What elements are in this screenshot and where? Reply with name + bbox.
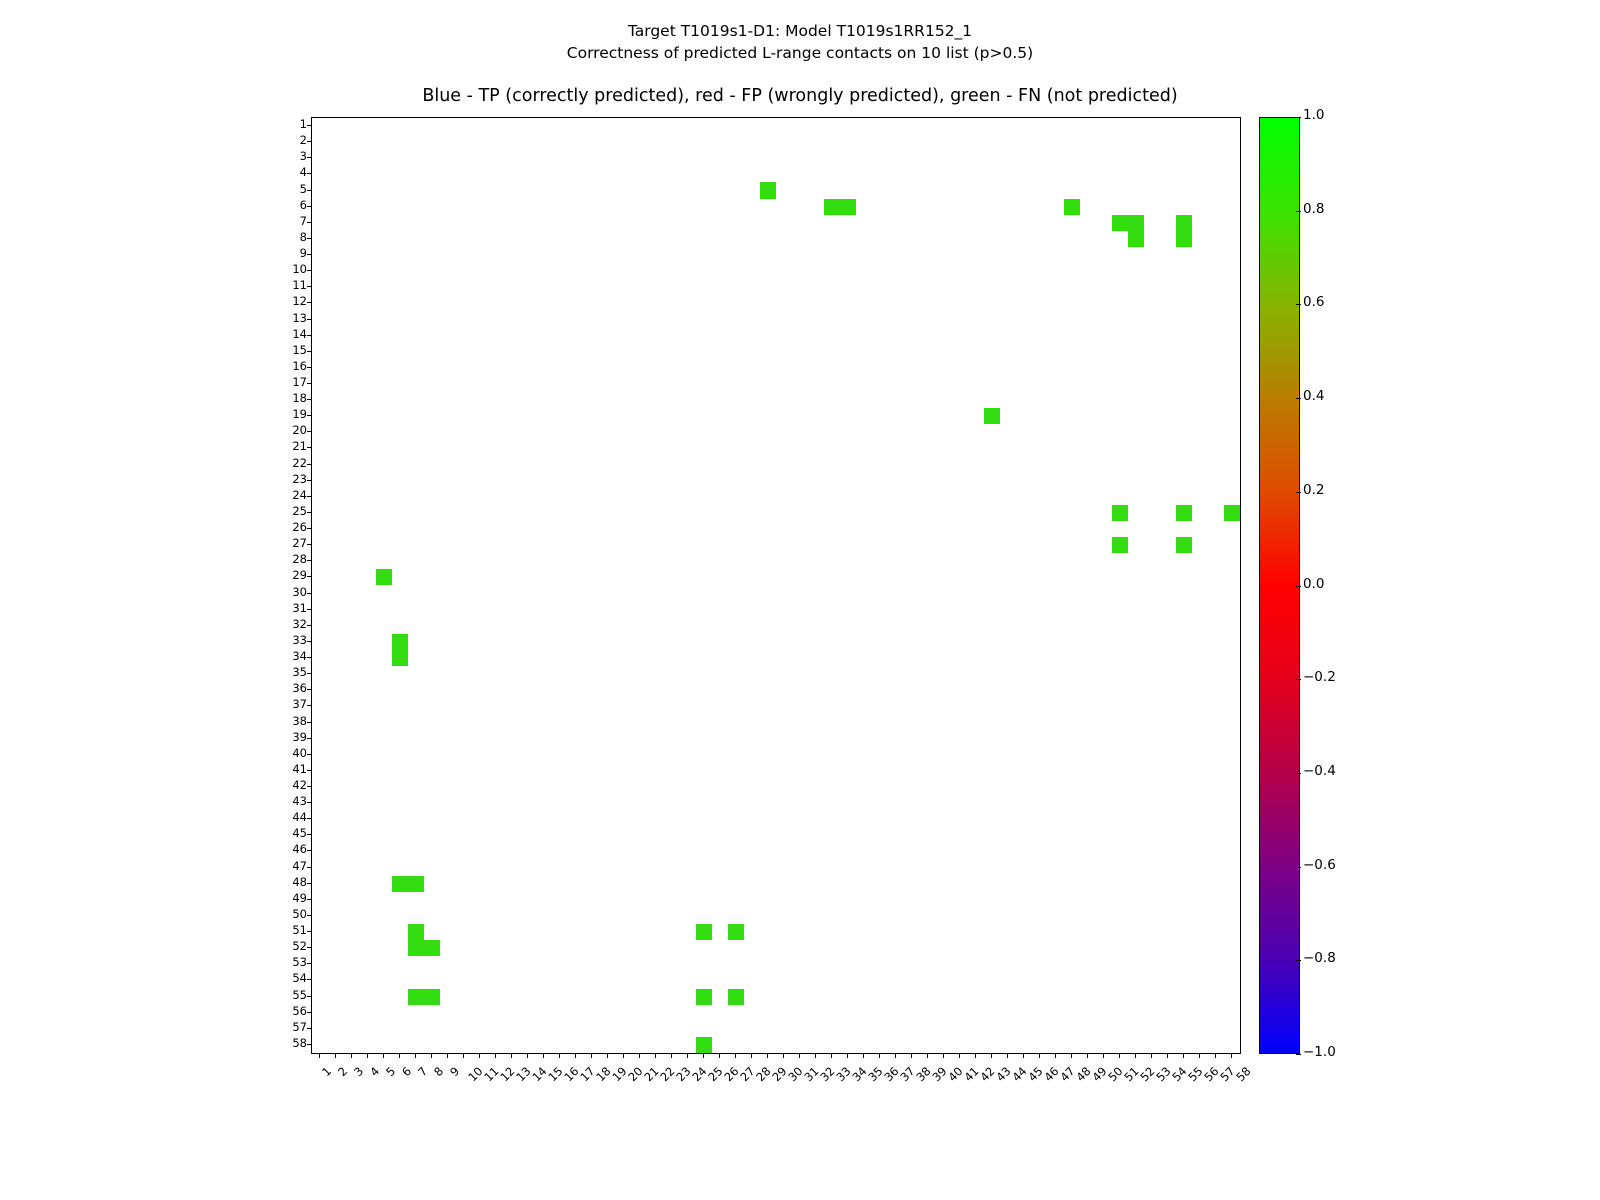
y-axis-tick-label: 7	[299, 213, 307, 228]
x-axis-tick-label: 35	[865, 1064, 886, 1085]
y-axis-tick-label: 9	[299, 246, 307, 261]
x-axis-tick-label: 29	[769, 1064, 790, 1085]
x-axis-tick-label: 17	[577, 1064, 598, 1085]
colorbar-tick-label: −0.2	[1303, 669, 1336, 686]
x-axis-tick-mark	[831, 1054, 832, 1058]
colorbar	[1259, 117, 1300, 1054]
contact-cell	[376, 569, 392, 585]
x-axis-tick-label: 58	[1233, 1064, 1254, 1085]
contact-cell	[1176, 231, 1192, 247]
x-axis-tick-mark	[319, 1054, 320, 1058]
colorbar-tick-mark	[1296, 773, 1301, 774]
x-axis-tick-mark	[703, 1054, 704, 1058]
page-subtitle: Correctness of predicted L-range contacts on 10 list (p>0.5)	[566, 44, 1034, 62]
x-axis-tick-label: 8	[431, 1064, 447, 1080]
y-axis-tick-label: 6	[299, 197, 307, 212]
y-axis-tick-label: 58	[292, 1035, 307, 1050]
x-axis-tick-label: 28	[753, 1064, 774, 1085]
x-axis-tick-label: 39	[929, 1064, 950, 1085]
x-axis-tick-label: 36	[881, 1064, 902, 1085]
contact-cell	[1112, 537, 1128, 553]
contact-cell	[1128, 215, 1144, 231]
y-axis-tick-label: 25	[292, 503, 307, 518]
contact-cell	[1224, 505, 1240, 521]
x-axis-tick-mark	[463, 1054, 464, 1058]
x-axis-tick-mark	[623, 1054, 624, 1058]
contact-cell	[1176, 215, 1192, 231]
colorbar-tick-label: 0.2	[1303, 481, 1325, 498]
contact-cell	[728, 989, 744, 1005]
contact-cell	[696, 989, 712, 1005]
y-axis-tick-label: 27	[292, 536, 307, 551]
y-axis-tick-label: 46	[292, 842, 307, 857]
x-axis-tick-label: 12	[497, 1064, 518, 1085]
contact-cell	[1176, 505, 1192, 521]
contact-cell	[1128, 231, 1144, 247]
x-axis-tick-mark	[895, 1054, 896, 1058]
x-axis-tick-mark	[1215, 1054, 1216, 1058]
x-axis-tick-mark	[399, 1054, 400, 1058]
y-axis-tick-label: 48	[292, 874, 307, 889]
x-axis-tick-label: 27	[737, 1064, 758, 1085]
x-axis-tick-label: 20	[625, 1064, 646, 1085]
y-axis-tick-label: 42	[292, 778, 307, 792]
x-axis-tick-mark	[447, 1054, 448, 1058]
contact-cell	[392, 876, 408, 892]
y-axis-tick-label: 49	[292, 890, 307, 905]
x-axis-tick-label: 15	[545, 1064, 566, 1085]
x-axis-tick-mark	[671, 1054, 672, 1058]
x-axis-tick-mark	[927, 1054, 928, 1058]
x-axis-tick-mark	[383, 1054, 384, 1058]
x-axis-tick-mark	[511, 1054, 512, 1058]
y-axis-tick-label: 17	[292, 374, 307, 389]
y-axis-tick-label: 31	[292, 600, 307, 615]
y-axis-tick-label: 51	[292, 923, 307, 938]
x-axis-tick-mark	[479, 1054, 480, 1058]
y-axis-tick-label: 13	[292, 310, 307, 325]
x-axis-tick-mark	[415, 1054, 416, 1058]
y-axis-tick-label: 32	[292, 616, 307, 631]
x-axis-tick-label: 2	[335, 1064, 351, 1080]
x-axis-tick-label: 16	[561, 1064, 582, 1085]
contact-cell	[408, 876, 424, 892]
x-axis-tick-mark	[335, 1054, 336, 1058]
colorbar-tick-label: 0.4	[1303, 388, 1325, 405]
x-axis-tick-label: 47	[1057, 1064, 1078, 1085]
y-axis-tick-label: 21	[292, 439, 307, 454]
y-axis-tick-label: 53	[292, 955, 307, 970]
x-axis-tick-label: 40	[945, 1064, 966, 1085]
x-axis-tick-mark	[1071, 1054, 1072, 1058]
contact-cell	[1064, 199, 1080, 215]
x-axis-tick-label: 1	[319, 1064, 335, 1080]
x-axis-tick-label: 54	[1169, 1064, 1190, 1085]
y-axis-tick-label: 54	[292, 971, 307, 986]
colorbar-tick-mark	[1296, 117, 1301, 118]
x-axis-tick-mark	[735, 1054, 736, 1058]
x-axis-tick-mark	[719, 1054, 720, 1058]
colorbar-tick-label: −0.8	[1303, 950, 1336, 967]
x-axis-tick-mark	[975, 1054, 976, 1058]
y-axis-tick-label: 35	[292, 665, 307, 680]
x-axis-labels	[311, 1056, 1254, 1126]
x-axis-tick-label: 26	[721, 1064, 742, 1085]
x-axis-tick-mark	[1135, 1054, 1136, 1058]
x-axis-tick-label: 45	[1025, 1064, 1046, 1085]
x-axis-tick-mark	[351, 1054, 352, 1058]
x-axis-tick-label: 14	[529, 1064, 550, 1085]
y-axis-tick-label: 22	[292, 455, 307, 470]
contact-cell	[728, 924, 744, 940]
y-axis-tick-label: 52	[292, 939, 307, 954]
contact-cell	[1112, 505, 1128, 521]
contact-cell	[408, 924, 424, 940]
colorbar-tick-mark	[1296, 492, 1301, 493]
x-axis-tick-mark	[1119, 1054, 1120, 1058]
y-axis-tick-label: 39	[292, 729, 307, 744]
colorbar-tick-mark	[1296, 211, 1301, 212]
colorbar-tick-label: −1.0	[1303, 1044, 1336, 1060]
x-axis-tick-mark	[1087, 1054, 1088, 1058]
contact-cell	[1112, 215, 1128, 231]
contact-cell	[424, 989, 440, 1005]
contact-cell	[696, 924, 712, 940]
y-axis-tick-label: 55	[292, 987, 307, 1002]
y-axis-tick-label: 10	[292, 262, 307, 277]
x-axis-tick-mark	[799, 1054, 800, 1058]
contact-cell	[824, 199, 840, 215]
colorbar-tick-label: 1.0	[1303, 107, 1325, 123]
x-axis-tick-mark	[687, 1054, 688, 1058]
x-axis-tick-label: 24	[689, 1064, 710, 1085]
x-axis-tick-label: 38	[913, 1064, 934, 1085]
contact-cell	[408, 989, 424, 1005]
x-axis-tick-mark	[879, 1054, 880, 1058]
y-axis-tick-label: 24	[292, 487, 307, 502]
x-axis-tick-mark	[495, 1054, 496, 1058]
x-axis-tick-mark	[1007, 1054, 1008, 1058]
x-axis-tick-label: 21	[641, 1064, 662, 1085]
x-axis-tick-mark	[863, 1054, 864, 1058]
x-axis-tick-label: 5	[383, 1064, 399, 1080]
contact-cell	[1176, 537, 1192, 553]
y-axis-tick-label: 26	[292, 520, 307, 535]
y-axis-tick-label: 45	[292, 826, 307, 841]
y-axis-tick-label: 47	[292, 858, 307, 873]
y-axis-tick-label: 28	[292, 552, 307, 567]
x-axis-tick-label: 10	[465, 1064, 486, 1085]
x-axis-tick-label: 44	[1009, 1064, 1030, 1085]
x-axis-tick-mark	[367, 1054, 368, 1058]
y-axis-labels	[255, 117, 307, 1054]
contact-map-plot	[311, 117, 1241, 1054]
x-axis-tick-label: 32	[817, 1064, 838, 1085]
x-axis-tick-mark	[591, 1054, 592, 1058]
y-axis-tick-label: 15	[292, 342, 307, 357]
y-axis-tick-label: 16	[292, 358, 307, 373]
x-axis-tick-label: 34	[849, 1064, 870, 1085]
y-axis-tick-label: 50	[292, 906, 307, 921]
x-axis-tick-mark	[815, 1054, 816, 1058]
y-axis-tick-label: 14	[292, 326, 307, 341]
x-axis-tick-label: 22	[657, 1064, 678, 1085]
contact-cell	[984, 408, 1000, 424]
contact-cell	[392, 650, 408, 666]
x-axis-tick-label: 55	[1185, 1064, 1206, 1085]
x-axis-tick-label: 31	[801, 1064, 822, 1085]
x-axis-tick-label: 3	[351, 1064, 367, 1080]
x-axis-tick-mark	[559, 1054, 560, 1058]
y-axis-tick-label: 3	[299, 149, 307, 164]
contact-cell	[392, 634, 408, 650]
colorbar-tick-label: 0.6	[1303, 294, 1325, 311]
y-axis-tick-label: 30	[292, 584, 307, 599]
contact-cell	[424, 940, 440, 956]
x-axis-tick-label: 33	[833, 1064, 854, 1085]
y-axis-tick-label: 4	[299, 165, 307, 180]
x-axis-tick-mark	[1055, 1054, 1056, 1058]
y-axis-tick-label: 56	[292, 1003, 307, 1018]
x-axis-tick-label: 43	[993, 1064, 1014, 1085]
page-title: Target T1019s1-D1: Model T1019s1RR152_1	[627, 22, 973, 40]
contact-cell	[760, 182, 776, 198]
y-axis-tick-label: 33	[292, 632, 307, 647]
colorbar-tick-mark	[1296, 304, 1301, 305]
y-axis-tick-label: 19	[292, 407, 307, 422]
x-axis-tick-mark	[575, 1054, 576, 1058]
colorbar-tick-mark	[1296, 960, 1301, 961]
colorbar-tick-mark	[1296, 679, 1301, 680]
x-axis-tick-mark	[991, 1054, 992, 1058]
y-axis-tick-label: 2	[299, 133, 307, 148]
x-axis-tick-label: 50	[1105, 1064, 1126, 1085]
x-axis-tick-label: 46	[1041, 1064, 1062, 1085]
x-axis-tick-label: 41	[961, 1064, 982, 1085]
chart-title-block	[0, 20, 1600, 64]
x-axis-tick-mark	[607, 1054, 608, 1058]
x-axis-tick-mark	[1039, 1054, 1040, 1058]
x-axis-tick-label: 42	[977, 1064, 998, 1085]
y-axis-tick-label: 41	[292, 761, 307, 776]
x-axis-tick-mark	[767, 1054, 768, 1058]
x-axis-tick-mark	[1183, 1054, 1184, 1058]
colorbar-tick-mark	[1296, 586, 1301, 587]
x-axis-tick-mark	[1199, 1054, 1200, 1058]
x-axis-tick-mark	[847, 1054, 848, 1058]
x-axis-tick-label: 19	[609, 1064, 630, 1085]
x-axis-tick-mark	[1151, 1054, 1152, 1058]
y-axis-tick-label: 57	[292, 1019, 307, 1034]
x-axis-tick-mark	[1231, 1054, 1232, 1058]
x-axis-tick-label: 7	[415, 1064, 431, 1080]
y-axis-tick-label: 37	[292, 697, 307, 712]
y-axis-tick-label: 8	[299, 229, 307, 244]
y-axis-tick-label: 23	[292, 471, 307, 486]
x-axis-tick-label: 49	[1089, 1064, 1110, 1085]
x-axis-tick-label: 25	[705, 1064, 726, 1085]
legend-annotation: Blue - TP (correctly predicted), red - FP (wrongly predicted), green - FN (not predicted)	[422, 86, 1178, 106]
x-axis-tick-mark	[431, 1054, 432, 1058]
x-axis-tick-mark	[639, 1054, 640, 1058]
x-axis-tick-label: 56	[1201, 1064, 1222, 1085]
y-axis-tick-label: 43	[292, 794, 307, 809]
y-axis-tick-label: 40	[292, 745, 307, 760]
x-axis-tick-label: 6	[399, 1064, 415, 1080]
x-axis-tick-mark	[959, 1054, 960, 1058]
colorbar-tick-label: 0.0	[1303, 575, 1325, 592]
x-axis-tick-label: 9	[447, 1064, 463, 1080]
x-axis-tick-label: 18	[593, 1064, 614, 1085]
x-axis-tick-label: 57	[1217, 1064, 1238, 1085]
contact-cell	[408, 940, 424, 956]
y-axis-tick-label: 38	[292, 713, 307, 728]
x-axis-tick-mark	[943, 1054, 944, 1058]
x-axis-tick-mark	[527, 1054, 528, 1058]
x-axis-tick-label: 51	[1121, 1064, 1142, 1085]
y-axis-tick-label: 44	[292, 810, 307, 825]
y-axis-tick-label: 18	[292, 391, 307, 406]
x-axis-tick-label: 53	[1153, 1064, 1174, 1085]
x-axis-tick-label: 30	[785, 1064, 806, 1085]
y-axis-tick-label: 29	[292, 568, 307, 583]
colorbar-tick-mark	[1296, 1054, 1301, 1055]
x-axis-tick-mark	[655, 1054, 656, 1058]
y-axis-tick-label: 12	[292, 294, 307, 309]
x-axis-tick-mark	[1103, 1054, 1104, 1058]
y-axis-tick-label: 1	[299, 117, 307, 132]
colorbar-tick-label: −0.6	[1303, 856, 1336, 873]
x-axis-tick-mark	[751, 1054, 752, 1058]
x-axis-tick-label: 11	[481, 1064, 502, 1085]
x-axis-tick-label: 23	[673, 1064, 694, 1085]
colorbar-tick-mark	[1296, 867, 1301, 868]
x-axis-tick-label: 4	[367, 1064, 383, 1080]
colorbar-tick-label: −0.4	[1303, 762, 1336, 779]
contact-cell	[696, 1037, 712, 1053]
x-axis-tick-mark	[1167, 1054, 1168, 1058]
y-axis-tick-label: 34	[292, 649, 307, 664]
x-axis-tick-label: 48	[1073, 1064, 1094, 1085]
x-axis-tick-label: 13	[513, 1064, 534, 1085]
colorbar-tick-mark	[1296, 398, 1301, 399]
x-axis-tick-mark	[543, 1054, 544, 1058]
x-axis-tick-label: 37	[897, 1064, 918, 1085]
y-axis-tick-label: 5	[299, 181, 307, 196]
y-axis-tick-label: 20	[292, 423, 307, 438]
contact-cell	[840, 199, 856, 215]
y-axis-tick-label: 11	[292, 278, 307, 293]
y-axis-tick-label: 36	[292, 681, 307, 696]
x-axis-tick-label: 52	[1137, 1064, 1158, 1085]
x-axis-tick-mark	[783, 1054, 784, 1058]
colorbar-tick-label: 0.8	[1303, 200, 1325, 217]
x-axis-tick-mark	[911, 1054, 912, 1058]
x-axis-tick-mark	[1023, 1054, 1024, 1058]
